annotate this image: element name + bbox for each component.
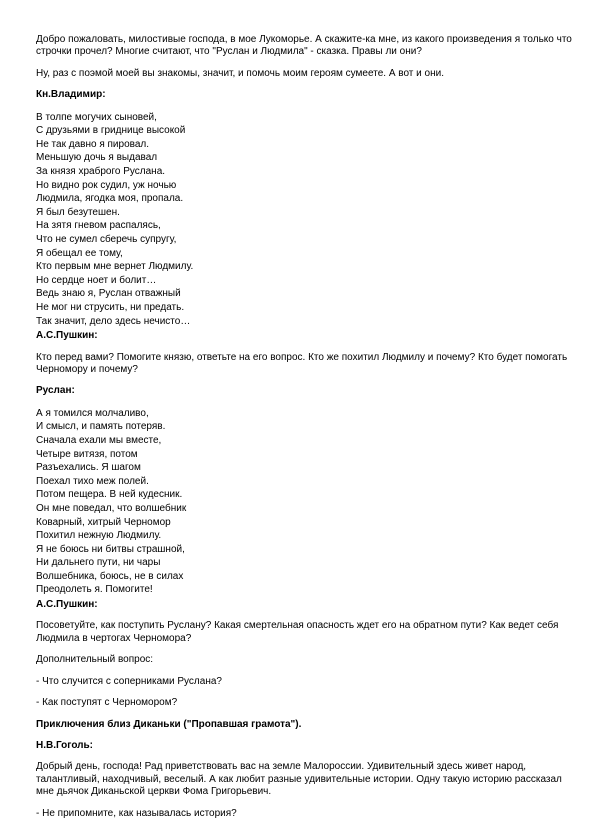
verse-line: Что не сумел сберечь супругу, [36, 233, 177, 245]
extra-question-1: - Что случится с соперниками Руслана? [36, 675, 222, 687]
verse-line: Разъехались. Я шагом [36, 462, 141, 474]
intro-paragraph-1: Добро пожаловать, милостивые господа, в мое Лукоморье. А скажите-ка мне, из какого произведения я только что строчки прочел? Многие считают, что "Руслан и Людмила" - сказка. Правы ли они? [36, 34, 572, 58]
verse-line: Коварный, хитрый Черномор [36, 516, 171, 528]
verse-line: Ведь знаю я, Руслан отважный [36, 288, 181, 300]
vladimir-verse [36, 111, 572, 329]
verse-line: Но видно рок судил, уж ночью [36, 179, 177, 191]
verse-line: Похитил нежную Людмилу. [36, 530, 162, 542]
gogol-question-1: - Не припомните, как называлась история? [36, 807, 237, 819]
verse-line: Он мне поведал, что волшебник [36, 502, 187, 514]
verse-line: И смысл, и память потеряв. [36, 421, 166, 433]
verse-line: С друзьями в гриднице высокой [36, 125, 186, 137]
verse-line: Волшебника, боюсь, не в силах [36, 570, 184, 582]
ruslan-verse [36, 407, 572, 597]
verse-line: В толпе могучих сыновей, [36, 111, 157, 123]
verse-line: Людмила, ягодка моя, пропала. [36, 193, 184, 205]
verse-line: Так значит, дело здесь нечисто… [36, 315, 191, 327]
section-title: Приключения близ Диканьки ("Пропавшая грамота"). [36, 718, 302, 730]
extra-question-label: Дополнительный вопрос: [36, 654, 154, 666]
speaker-pushkin-2: А.С.Пушкин: [36, 599, 98, 611]
verse-line: Я обещал ее тому, [36, 247, 123, 259]
verse-line: Потом пещера. В ней кудесник. [36, 489, 183, 501]
verse-line: Поехал тихо меж полей. [36, 475, 149, 487]
pushkin-question-1: Кто перед вами? Помогите князю, ответьте на его вопрос. Кто же похитил Людмилу и почему? Кто будет помогать Черномору и почему? [36, 351, 568, 375]
pushkin-question-2: Посоветуйте, как поступить Руслану? Какая смертельная опасность ждет его на обратном пути? Как ведет себя Людмила в чертогах Черномора? [36, 620, 559, 644]
speaker-gogol: Н.В.Гоголь: [36, 739, 94, 751]
verse-line: Не так давно я пировал. [36, 138, 150, 150]
verse-line: Не мог ни струсить, ни предать. [36, 301, 185, 313]
verse-line: Ни дальнего пути, ни чары [36, 557, 161, 569]
speaker-ruslan: Руслан: [36, 385, 75, 397]
speaker-vladimir: Кн.Владимир: [36, 89, 106, 101]
extra-question-2: - Как поступят с Черномором? [36, 697, 178, 709]
verse-line: Я был безутешен. [36, 206, 120, 218]
verse-line: Но сердце ноет и болит… [36, 274, 157, 286]
verse-line: Меньшую дочь я выдавал [36, 152, 158, 164]
speaker-pushkin-1: А.С.Пушкин: [36, 330, 98, 342]
intro-paragraph-2: Ну, раз с поэмой моей вы знакомы, значит, и помочь моим героям сумеете. А вот и они. [36, 67, 444, 79]
gogol-paragraph-1: Добрый день, господа! Рад приветствовать вас на земле Малороссии. Удивительный здесь живет народ, талантливый, находчивый, веселый. А как любит разные удивительные истории. Одну такую историю рассказал мне дьячок Диканьской церкви Фома Григорьевич. [36, 761, 562, 798]
verse-line: Преодолеть я. Помогите! [36, 584, 153, 596]
verse-line: На зятя гневом распалясь, [36, 220, 161, 232]
verse-line: Сначала ехали мы вместе, [36, 434, 162, 446]
verse-line: Я не боюсь ни битвы страшной, [36, 543, 185, 555]
verse-line: Четыре витязя, потом [36, 448, 138, 460]
verse-line: За князя храброго Руслана. [36, 166, 166, 177]
verse-line: А я томился молчаливо, [36, 407, 149, 419]
verse-line: Кто первым мне вернет Людмилу. [36, 261, 194, 273]
